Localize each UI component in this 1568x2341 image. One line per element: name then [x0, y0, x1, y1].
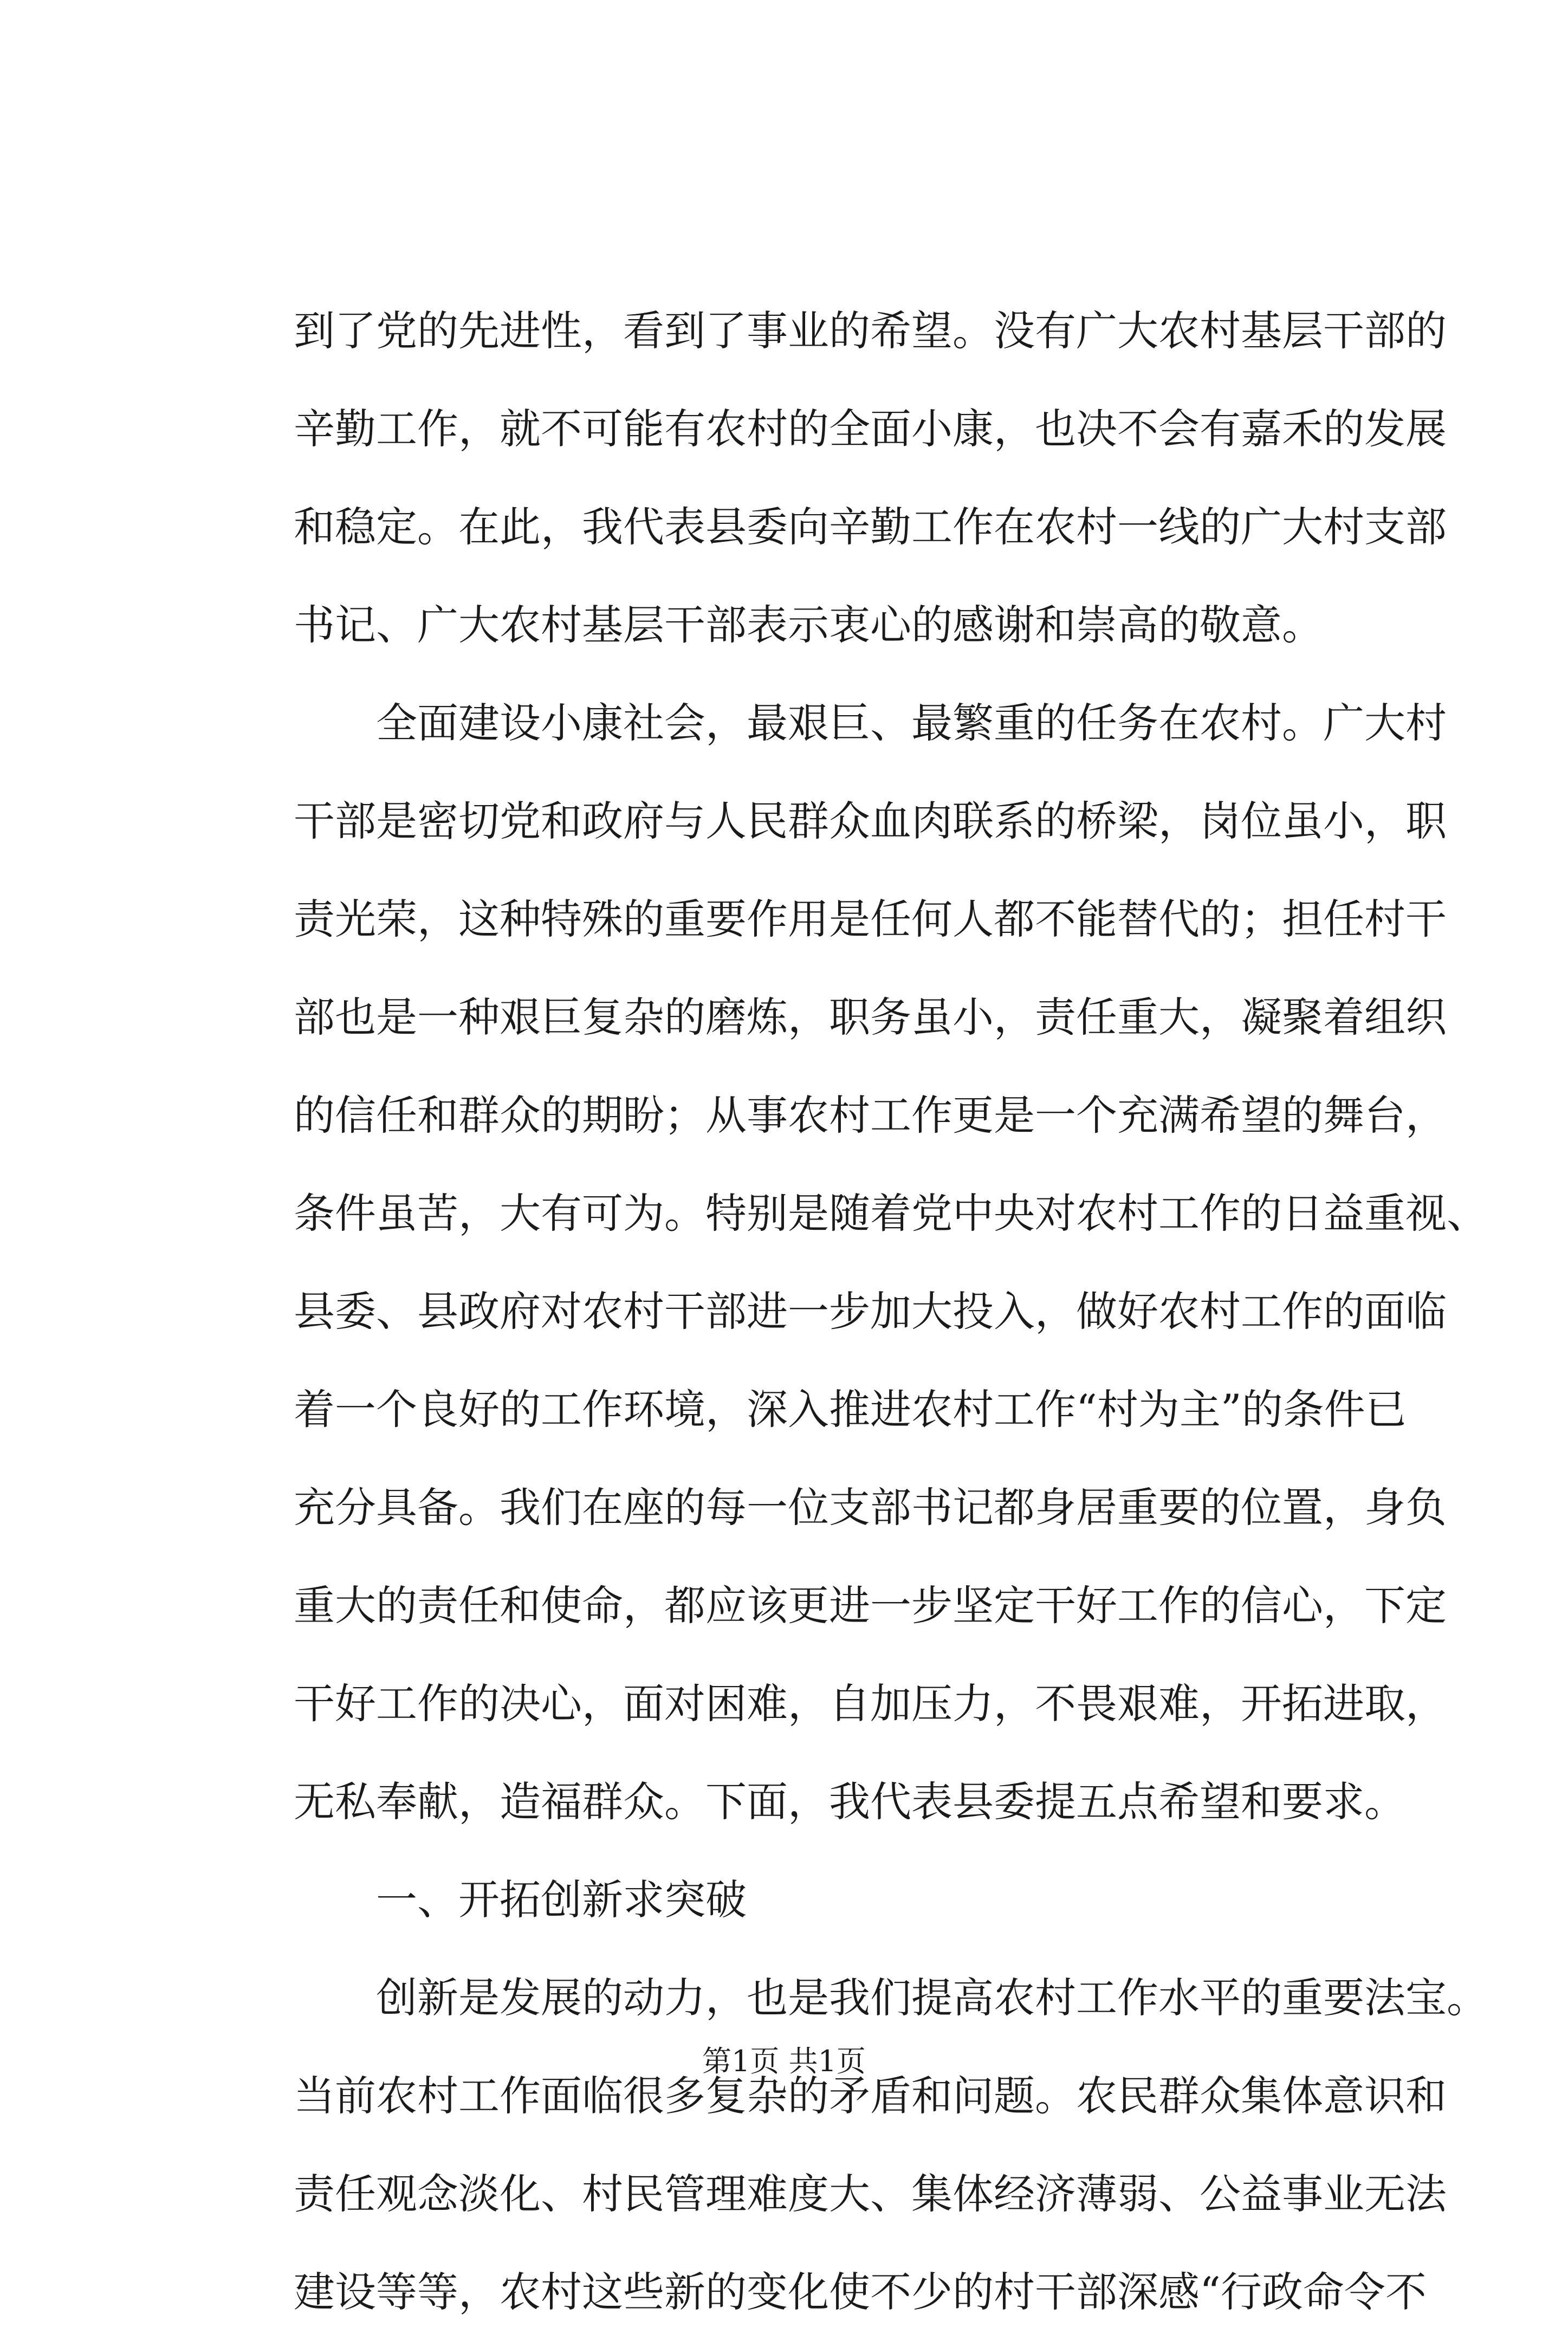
text-line: 着一个良好的工作环境，深入推进农村工作“村为主”的条件已 [294, 1385, 1407, 1434]
text-line: 责任观念淡化、村民管理难度大、集体经济薄弱、公益事业无法 [294, 2170, 1447, 2218]
text-line: 条件虽苦，大有可为。特别是随着党中央对农村工作的日益重视、 [294, 1189, 1488, 1237]
text-line: 充分具备。我们在座的每一位支部书记都身居重要的位置，身负 [294, 1483, 1447, 1532]
paragraph-first-line: 全面建设小康社会，最艰巨、最繁重的任务在农村。广大村 [376, 699, 1447, 747]
text-line: 书记、广大农村基层干部表示衷心的感谢和崇高的敬意。 [294, 601, 1323, 649]
text-line: 辛勤工作，就不可能有农村的全面小康，也决不会有嘉禾的发展 [294, 405, 1447, 453]
paragraph-first-line: 创新是发展的动力，也是我们提高农村工作水平的重要法宝。 [376, 1974, 1488, 2022]
text-line: 干部是密切党和政府与人民群众血肉联系的桥梁，岗位虽小，职 [294, 797, 1447, 845]
section-heading: 一、开拓创新求突破 [376, 1876, 747, 1924]
page-footer: 第1页 共1页 [702, 2044, 866, 2078]
text-line: 干好工作的决心，面对困难，自加压力，不畏艰难，开拓进取， [294, 1679, 1447, 1728]
text-line: 和稳定。在此，我代表县委向辛勤工作在农村一线的广大村支部 [294, 503, 1447, 551]
text-line: 的信任和群众的期盼；从事农村工作更是一个充满希望的舞台， [294, 1091, 1447, 1139]
text-line: 建设等等，农村这些新的变化使不少的村干部深感“行政命令不 [294, 2268, 1427, 2316]
text-line: 当前农村工作面临很多复杂的矛盾和问题。农民群众集体意识和 [294, 2072, 1447, 2120]
text-line: 责光荣，这种特殊的重要作用是任何人都不能替代的；担任村干 [294, 895, 1447, 943]
text-line: 到了党的先进性，看到了事业的希望。没有广大农村基层干部的 [294, 307, 1447, 355]
text-line: 重大的责任和使命，都应该更进一步坚定干好工作的信心，下定 [294, 1581, 1447, 1630]
text-line: 部也是一种艰巨复杂的磨炼，职务虽小，责任重大，凝聚着组织 [294, 993, 1447, 1041]
text-line: 县委、县政府对农村干部进一步加大投入，做好农村工作的面临 [294, 1287, 1447, 1335]
text-line: 无私奉献，造福群众。下面，我代表县委提五点希望和要求。 [294, 1778, 1405, 1826]
document-body [294, 282, 1488, 2341]
